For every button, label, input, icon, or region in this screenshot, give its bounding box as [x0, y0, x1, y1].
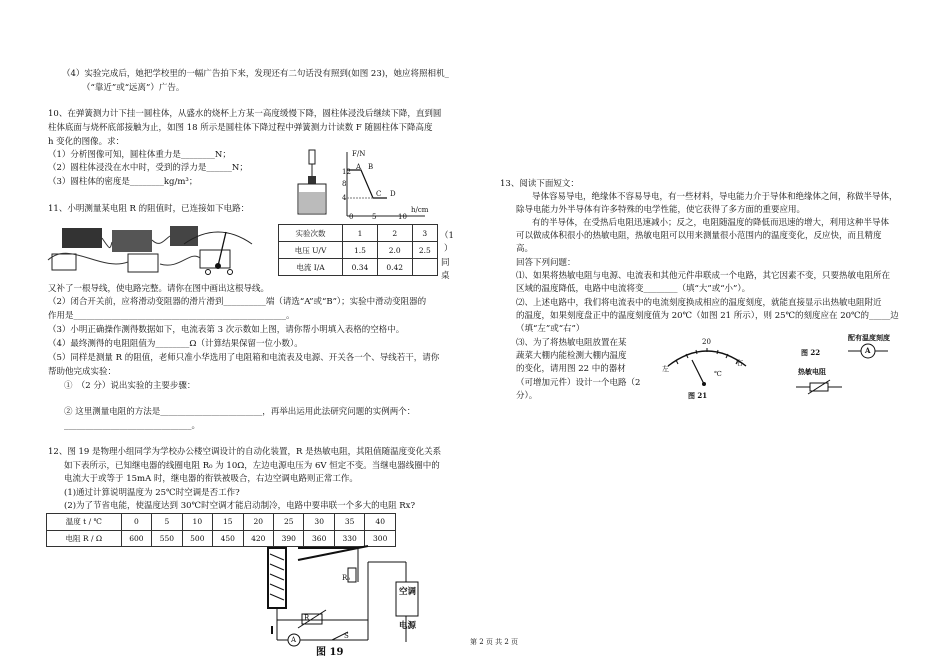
table-cell: 600	[121, 530, 151, 547]
table-cell: 15	[213, 514, 243, 531]
table-cell: 2.0	[377, 242, 412, 259]
q13-para14: 的变化，请用图 22 中的器材	[516, 364, 626, 374]
experiment-data-table	[278, 224, 438, 276]
table-cell: 0.42	[377, 259, 412, 276]
fig19-ammeter-label: A	[291, 636, 297, 644]
q13-para7: ⑴、如果将热敏电阻与电源、电流表和其他元件串联成一个电路，其它因素不变，只要热敏电阻所在	[516, 271, 891, 281]
table-cell: 30	[304, 514, 334, 531]
graph-xtick-0: 0	[349, 213, 354, 221]
dial-center-label: 20	[702, 338, 711, 346]
q13-para2: 除导电能力外半导体有许多特殊的电学性能，使它获得了多方面的重要应用。	[516, 205, 806, 215]
table-cell: 35	[334, 514, 364, 531]
table-cell: 550	[152, 530, 182, 547]
table-cell: 3	[412, 225, 437, 242]
q11-line8: 帮助他完成实验：	[48, 367, 117, 377]
graph-point-b: B	[368, 163, 374, 171]
table-cell: 390	[274, 530, 304, 547]
q13-para13: 蔬菜大棚内能检测大棚内温度	[516, 351, 627, 361]
table-cell: 1.5	[343, 242, 378, 259]
spring-balance-icon	[308, 150, 316, 184]
q13-para16: 分）。	[516, 391, 538, 401]
q13-title: 13、阅读下面短文：	[500, 179, 579, 189]
table-header: 温度 t / ℃	[47, 514, 122, 531]
table-cell: 1	[343, 225, 378, 242]
q12-line5: (2)为了节省电能，使温度达到 30℃时空调才能启动制冷，电路中要串联一个多大的电阻 Rx?	[64, 501, 416, 511]
fig19-s-label: S	[344, 632, 349, 640]
table-cell: 10	[182, 514, 212, 531]
ammeter-dial-figure	[178, 222, 258, 274]
q12-line2: 如下表所示，已知继电器的线圈电阻 R₀ 为 10Ω，左边电源电压为 6V 恒定不变。当继电器线圈中的	[64, 461, 440, 471]
table-cell: 330	[334, 530, 364, 547]
q11-side-3: 同	[441, 258, 450, 268]
graph-xtick-5: 5	[372, 213, 377, 221]
ammeter-icon	[128, 254, 158, 272]
table-cell-blank[interactable]	[412, 259, 437, 276]
graph-ylabel: F/N	[352, 150, 366, 158]
q11-line6: （4）最终测得的电阻阻值为________Ω（计算结果保留一位小数）。	[48, 339, 303, 349]
table-cell: 360	[304, 530, 334, 547]
beaker-icon	[298, 184, 326, 214]
q4-line1: （4）实验完成后，她把学校里的一幅广告拍下来，发现还有二句话没有照到(如图 23)，她应将照相机_	[62, 69, 449, 79]
q10-part2: （2）圆柱体浸没在水中时，受到的浮力是______N；	[48, 163, 248, 173]
q10-part3: （3）圆柱体的密度是________kg/m³；	[48, 177, 198, 187]
q11-line9: ① （2 分）说出实验的主要步骤：	[64, 381, 196, 391]
fig19-ac-label: 空调	[399, 587, 417, 597]
q13-para4: 可以做成体积很小的热敏电阻，热敏电阻可以用来测量很小范围内的温度变化，反应快，而且精度	[516, 231, 882, 241]
table-cell: 实验次数	[279, 225, 343, 242]
q13-para11: （填“左”或“右”）	[516, 324, 585, 334]
q13-para3: 有的半导体，在受热后电阻迅速减小；反之，电阻随温度的降低而迅速的增大，利用这种半导体	[532, 218, 890, 228]
table-cell: 40	[365, 514, 396, 531]
q11-side-4: 桌	[441, 271, 450, 281]
q10-line3: h 变化的图像。求：	[48, 137, 125, 147]
table-cell: 5	[152, 514, 182, 531]
q11-side-1: （1	[440, 231, 454, 241]
q13-para15: （可增加元件）设计一个电路（2	[516, 378, 641, 388]
table-cell: 电压 U/V	[279, 242, 343, 259]
graph-xlabel: h/cm	[411, 206, 429, 214]
q10-line2: 柱体底面与烧杯底部接触为止，如图 18 所示是圆柱体下降过程中弹簧测力计读数 F 随圆柱体下降高度	[48, 123, 433, 133]
graph-ytick-12: 12	[342, 168, 351, 176]
q11-line5: （3）小明正确操作测得数据如下，电流表第 3 次示数如上图，请你帮小明填入表格的空格中。	[48, 325, 405, 335]
q4-line2: （“靠近”或“远离”）广告。	[82, 83, 185, 93]
q13-para8: 区域的温度降低，电路中电流将变________（填“大”或“小”）。	[516, 284, 751, 294]
q11-line3: （2）闭合开关前，应将滑动变阻器的滑片滑到__________端（请选“A”或“B”）；实验中滑动变阻器的	[48, 297, 427, 307]
q13-para1: 导体容易导电，绝缘体不容易导电，有一些材料，导电能力介于导体和绝缘体之间，称做半导体，	[532, 192, 898, 202]
table-header: 电阻 R / Ω	[47, 530, 122, 547]
table-cell: 20	[243, 514, 273, 531]
q12-line3: 电流大于或等于 15mA 时，继电器的衔铁被吸合，右边空调电路则正常工作。	[64, 474, 358, 484]
dial-right-label: 右	[736, 359, 743, 367]
q13-para6: 回答下列问题：	[516, 258, 576, 268]
q11-line1: 11、小明测量某电阻 R 的阻值时，已连接如下电路：	[48, 204, 250, 214]
fig19-caption: 图 19	[316, 647, 344, 658]
q12-line1: 12、图 19 是物理小组同学为学校办公楼空调设计的自动化装置，R 是热敏电阻，其阻值随温度变化关系	[48, 447, 442, 457]
q11-line10: ② 这里测量电阻的方法是________________________，再举出运用此法研究问题的实例两个：	[64, 407, 416, 417]
q13-para12: ⑶、为了将热敏电阻放置在某	[516, 338, 627, 348]
fig22-meter-symbol: A	[865, 346, 871, 355]
fig22-thermistor-label: 热敏电阻	[798, 367, 826, 376]
graph-point-d: D	[390, 190, 396, 198]
q11-side-2: ）	[444, 244, 453, 254]
q13-para9: ⑵、上述电路中，我们将电流表中的电流刻度换成相应的温度刻度，就能直接显示出热敏电阻附近	[516, 298, 882, 308]
q11-line4: 作用是__________________________________________________。	[48, 311, 295, 321]
table-cell: 500	[182, 530, 212, 547]
page-footer: 第 2 页 共 2 页	[470, 638, 519, 646]
fig19-power-label: 电源	[399, 621, 417, 631]
table-cell: 0.34	[343, 259, 378, 276]
q13-para5: 高。	[516, 244, 534, 254]
fig21-caption: 图 21	[688, 391, 708, 400]
graph-xtick-10: 10	[398, 213, 407, 221]
fig19-r0-label: R₀	[342, 574, 351, 582]
fig22-meter-label: 配有温度刻度	[848, 333, 890, 342]
q10-line1: 10、在弹簧测力计下挂一圆柱体，从盛水的烧杯上方某一高度缓慢下降，圆柱体浸没后继续下降，直到圆	[48, 109, 442, 119]
dial-unit-label: ℃	[714, 370, 722, 378]
q12-line4: (1)通过计算说明温度为 25℃时空调是否工作?	[64, 488, 240, 498]
table-cell: 420	[243, 530, 273, 547]
dial-left-label: 左	[662, 365, 669, 373]
q11-line11: ______________________________。	[64, 421, 201, 431]
q10-part1: （1）分析图像可知，圆柱体重力是________N；	[48, 150, 231, 160]
switch-icon	[52, 254, 76, 270]
graph-point-c: C	[376, 190, 382, 198]
table-cell: 450	[213, 530, 243, 547]
q11-line7: （5）同样是测量 R 的阻值，老师只准小华选用了电阻箱和电流表及电源、开关各一个、导线若干，请你	[48, 353, 440, 363]
table-cell: 2	[377, 225, 412, 242]
rheostat-icon	[112, 230, 152, 252]
q13-para10: 的温度，如果刻度盘正中的温度刻度值为 20℃（如图 21 所示），则 25℃的刻度应在 20℃的_____边	[516, 311, 899, 321]
graph-ytick-4: 4	[342, 194, 347, 202]
table-cell: 0	[121, 514, 151, 531]
table-cell: 电流 I/A	[279, 259, 343, 276]
table-cell: 300	[365, 530, 396, 547]
table-cell: 25	[274, 514, 304, 531]
fig22-caption: 图 22	[801, 348, 821, 357]
graph-point-a: A	[356, 163, 362, 171]
graph-ytick-8: 8	[342, 180, 347, 188]
q11-line2: 又补了一根导线，使电路完整。请你在图中画出这根导线。	[48, 284, 270, 294]
table-cell: 2.5	[412, 242, 437, 259]
battery-icon	[62, 228, 102, 248]
thermistor-symbol-icon	[796, 378, 842, 396]
fig19-r-label: R	[304, 614, 310, 622]
